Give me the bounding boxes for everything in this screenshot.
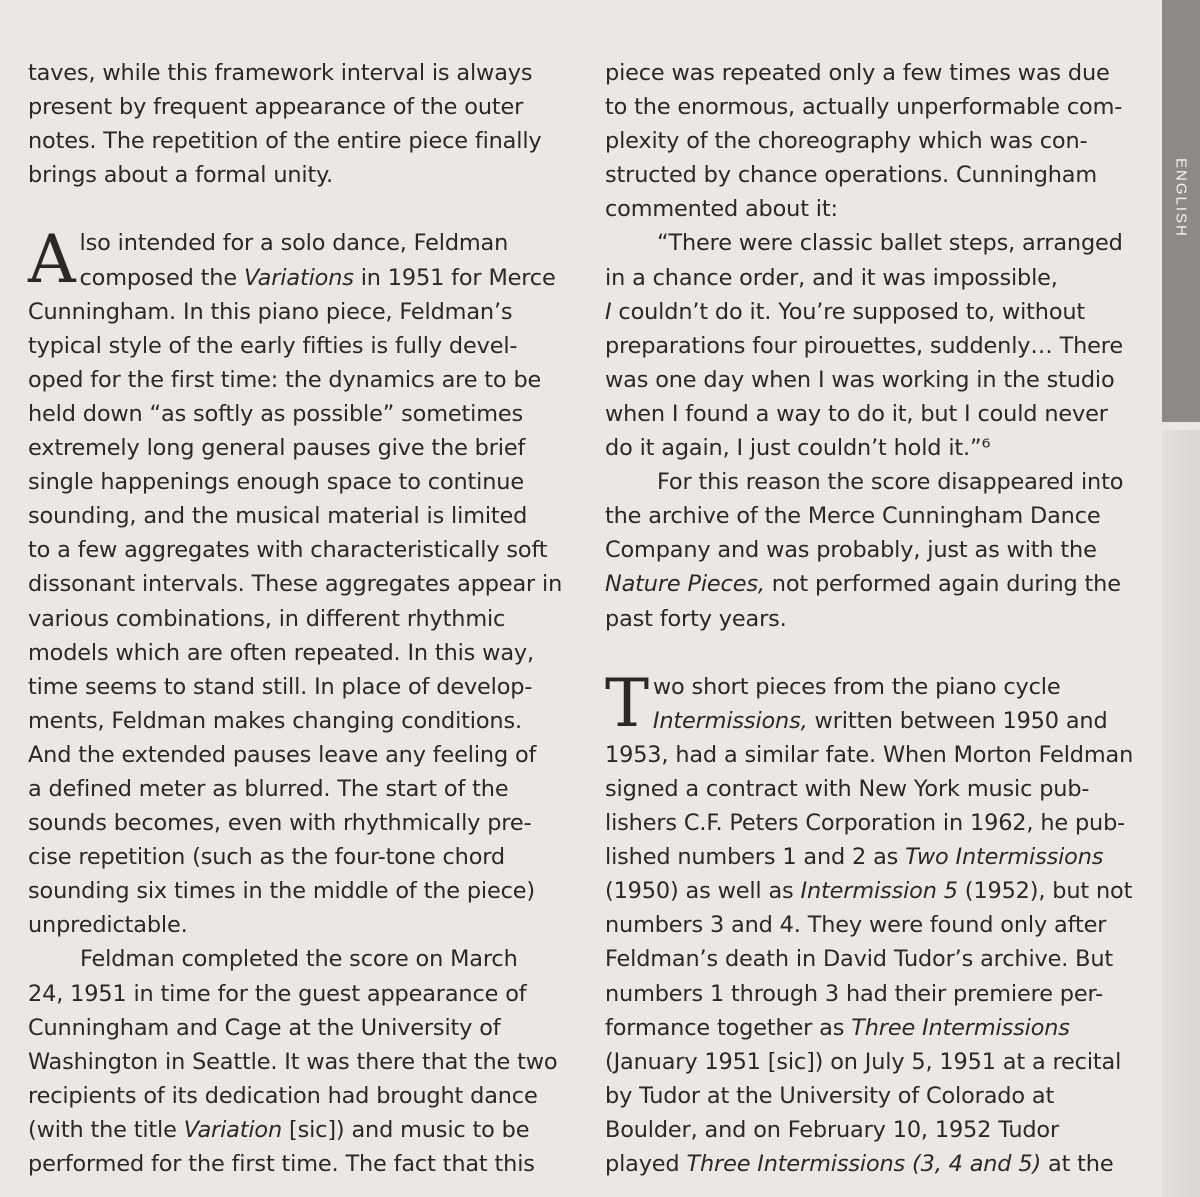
text-line: Cunningham and Cage at the University of [28,1014,501,1041]
text-line: to a few aggregates with characteristically soft [28,537,548,564]
text-line: 24, 1951 in time for the guest appearance of [28,980,527,1007]
text-line: the archive of the Merce Cunningham Dance [605,503,1101,530]
text-line: to the enormous, actually unperformable com- [605,94,1123,121]
text-line: composed the Variations in 1951 for Merce [79,264,556,291]
language-tab-label: ENGLISH [1172,158,1190,238]
quote-line: “There were classic ballet steps, arranged [657,230,1123,257]
text-line: various combinations, in different rhythmic [28,605,506,632]
title-intermission-5: Intermission 5 [800,878,958,905]
text-line: sounding, and the musical material is limited [28,503,528,530]
text-line: held down “as softly as possible” sometimes [28,400,524,427]
text-line: numbers 1 through 3 had their premiere per- [605,980,1104,1007]
text-line: numbers 3 and 4. They were found only after [605,912,1107,939]
title-two-intermissions: Two Intermissions [905,844,1104,871]
text-line: structed by chance operations. Cunningham [605,162,1098,189]
quote-line: when I found a way to do it, but I could never [605,400,1108,427]
text-line: extremely long general pauses give the brief [28,435,526,462]
title-nature-pieces: Nature Pieces, [605,571,765,598]
text-line: notes. The repetition of the entire piece finally [28,128,542,155]
text-line: oped for the first time: the dynamics are to be [28,366,542,393]
paragraph-gap [28,192,573,226]
text-line: taves, while this framework interval is always [28,60,533,86]
text-line: piece was repeated only a few times was due [605,60,1110,86]
text-line: played Three Intermissions (3, 4 and 5) at the [605,1151,1114,1177]
text-line: 1953, had a similar fate. When Morton Feldman [605,741,1134,768]
quote-line: do it again, I just couldn’t hold it.”⁶ [605,435,991,462]
title-three-intermissions: Three Intermissions [851,1014,1070,1041]
text-line: Nature Pieces, not performed again during the [605,571,1121,598]
title-variation: Variation [183,1116,283,1143]
text-line: by Tudor at the University of Colorado at [605,1082,1055,1109]
text-line: Company and was probably, just as with the [605,537,1097,564]
title-three-intermissions-345: Three Intermissions (3, 4 and 5) [686,1151,1042,1177]
text-line: wo short pieces from the piano cycle [652,673,1061,700]
paragraph-variations [28,221,573,942]
text-line: single happenings enough space to continue [28,469,524,496]
text-line: sounding six times in the middle of the piece) [28,878,535,905]
text-line: typical style of the early fifties is fully devel- [28,332,518,359]
text-line: lishers C.F. Peters Corporation in 1962, he pub- [605,810,1126,837]
text-line: For this reason the score disappeared into [657,469,1124,496]
text-line: a defined meter as blurred. The start of the [28,775,509,802]
text-line: plexity of the choreography which was con- [605,128,1088,155]
quote-line: I couldn’t do it. You’re supposed to, without [605,298,1086,325]
text-line: sounds becomes, even with rhythmically pre- [28,810,532,837]
text-line: Cunningham. In this piano piece, Feldman’s [28,298,513,325]
paragraph-gap [605,636,1150,670]
title-variations: Variations [243,264,354,291]
left-column [28,56,573,1181]
text-line: lso intended for a solo dance, Feldman [79,230,509,257]
text-line: ments, Feldman makes changing conditions. [28,707,522,734]
right-column [605,56,1150,1181]
language-tab [1162,0,1200,422]
text-line: signed a contract with New York music pub- [605,775,1090,802]
text-line: performed for the first time. The fact that this [28,1151,535,1177]
text-line: time seems to stand still. In place of develop- [28,673,533,700]
text-line: commented about it: [605,196,838,223]
text-line: Feldman completed the score on March [80,946,518,973]
paragraph-intermissions [605,664,1150,1181]
text-line: dissonant intervals. These aggregates appear in [28,571,563,598]
text-line: present by frequent appearance of the outer [28,94,524,121]
text-line: Feldman’s death in David Tudor’s archive. But [605,946,1114,973]
drop-cap: T [605,664,649,742]
text-line: Boulder, and on February 10, 1952 Tudor [605,1116,1060,1143]
quote-line: preparations four pirouettes, suddenly… There [605,332,1123,359]
drop-cap: A [28,221,76,299]
text-line: formance together as Three Intermissions [605,1014,1070,1041]
quote-line: was one day when I was working in the studio [605,366,1115,393]
quote-line: in a chance order, and it was impossible, [605,264,1058,291]
text-line: (1950) as well as Intermission 5 (1952), but not [605,878,1133,905]
text-line: And the extended pauses leave any feeling of [28,741,537,768]
text-line: brings about a formal unity. [28,162,334,189]
text-line: (with the title Variation [sic]) and music to be [28,1116,530,1143]
text-line: past forty years. [605,605,787,632]
text-line: models which are often repeated. In this way, [28,639,534,666]
text-line: recipients of its dedication had brought dance [28,1082,538,1109]
title-intermissions: Intermissions, [652,707,808,734]
text-line: Washington in Seattle. It was there that the two [28,1048,558,1075]
text-line: Intermissions, written between 1950 and [652,707,1108,734]
text-line: cise repetition (such as the four-tone chord [28,844,505,871]
text-line: (January 1951 [sic]) on July 5, 1951 at a recital [605,1048,1122,1075]
facing-page-edge [1162,430,1200,1197]
text-line: unpredictable. [28,912,188,939]
text-line: lished numbers 1 and 2 as Two Intermissions [605,844,1104,871]
